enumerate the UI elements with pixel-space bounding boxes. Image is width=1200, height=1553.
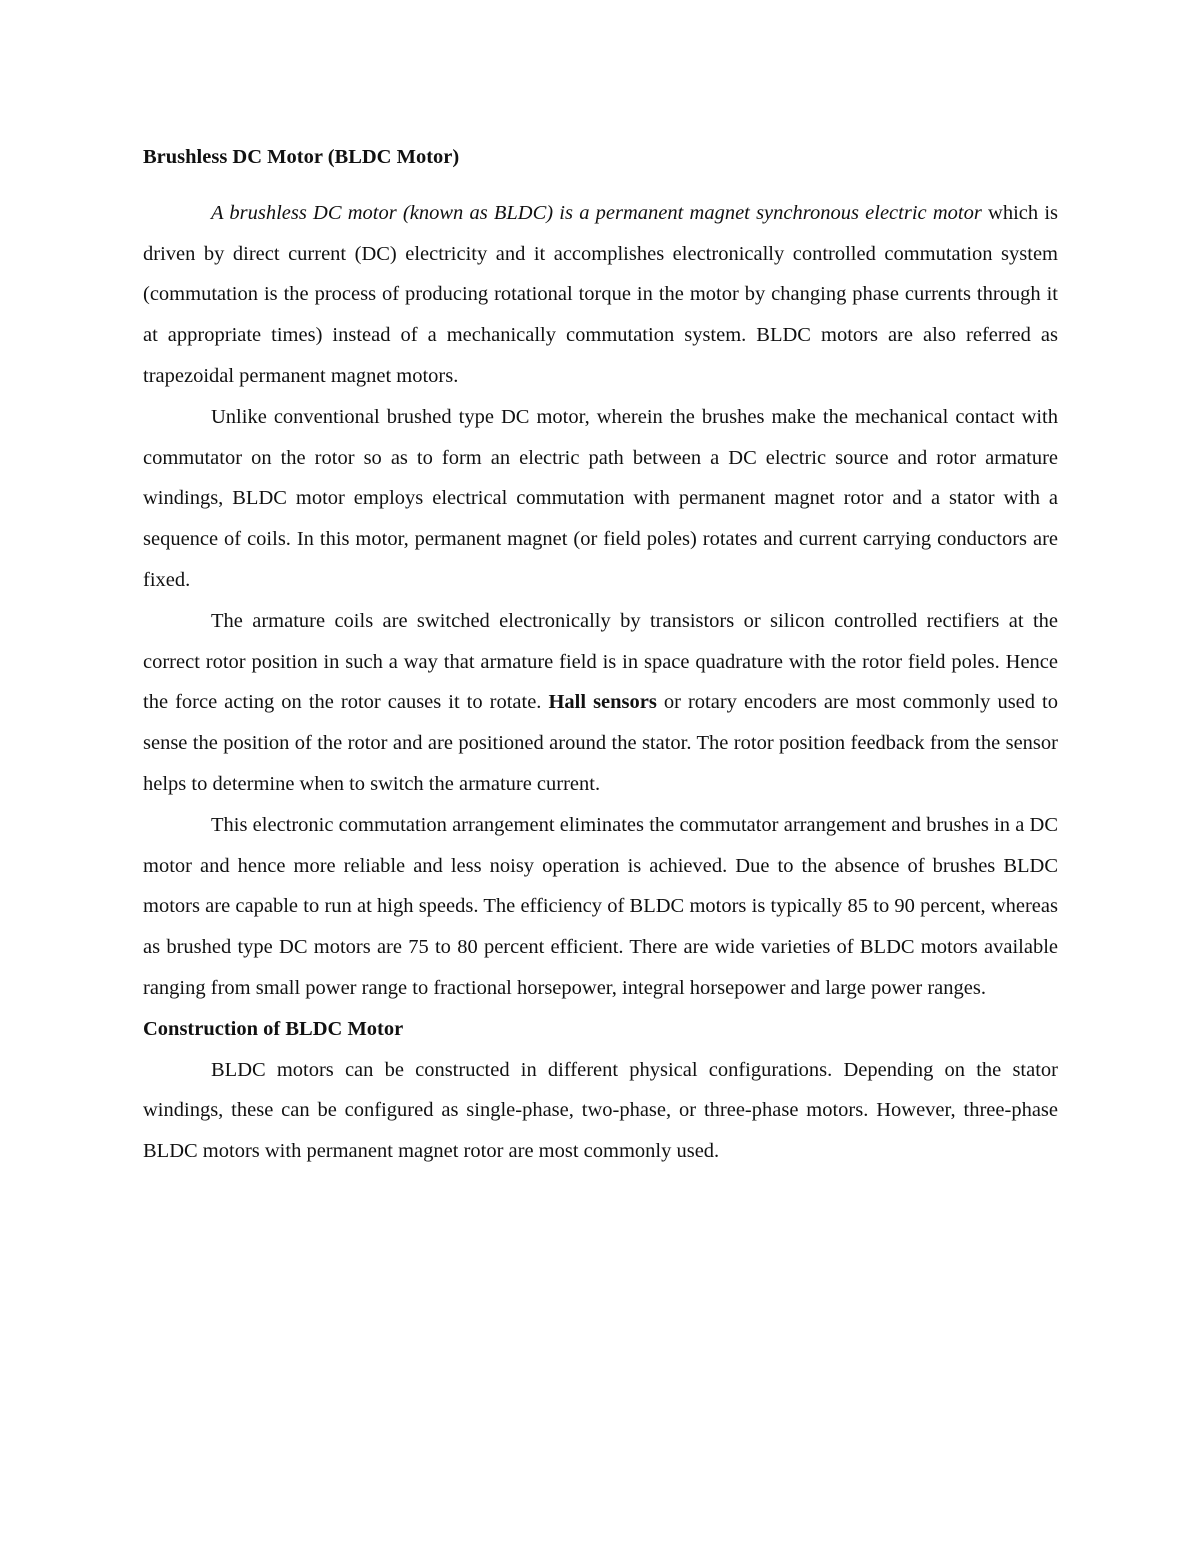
intro-italic-definition: A brushless DC motor (known as BLDC) is a permanent magnet synchronous electric motor <box>211 201 982 224</box>
intro-text: which is driven by direct current (DC) electricity and it accomplishes electronically controlled commutation system (commutation is the process of producing rotational torque in the motor by changing phase currents through it at appropriate times) instead of a mechanically commutation system. BLDC motors are also referred as trapezoidal permanent magnet motors. <box>143 201 1058 387</box>
paragraph-unlike-brushed: Unlike conventional brushed type DC motor, wherein the brushes make the mechanical contact with commutator on the rotor so as to form an electric path between a DC electric source and rotor armature windings, BLDC motor employs electrical commutation with permanent magnet rotor and a stator with a sequence of coils. In this motor, permanent magnet (or field poles) rotates and current carrying conductors are fixed. <box>143 405 1058 591</box>
document-title: Brushless DC Motor (BLDC Motor) <box>143 146 460 168</box>
paragraph-construction: BLDC motors can be constructed in different physical configurations. Depending on the stator windings, these can be configured as single-phase, two-phase, or three-phase motors. However, three-phase BLDC motors with permanent magnet rotor are most commonly used. <box>143 1058 1058 1163</box>
paragraph-intro <box>143 193 1058 397</box>
paragraph-armature-coils <box>143 601 1058 805</box>
section-title-construction: Construction of BLDC Motor <box>143 1017 404 1040</box>
armature-text-before: The armature coils are switched electronically by transistors or silicon controlled rectifiers at the correct rotor position in such a way that armature field is in space quadrature with the rotor field poles. Hence the force acting on the rotor causes it to rotate. <box>143 609 1058 714</box>
document-page <box>143 137 1058 1172</box>
armature-text-after: or rotary encoders are most commonly used to sense the position of the rotor and are positioned around the stator. The rotor position feedback from the sensor helps to determine when to switch the armature current. <box>143 691 1058 795</box>
hall-sensors-bold: Hall sensors <box>548 691 657 714</box>
paragraph-electronic-commutation: This electronic commutation arrangement eliminates the commutator arrangement and brushes in a DC motor and hence more reliable and less noisy operation is achieved. Due to the absence of brushes BLDC motors are capable to run at high speeds. The efficiency of BLDC motors is typically 85 to 90 percent, whereas as brushed type DC motors are 75 to 80 percent efficient. There are wide varieties of BLDC motors available ranging from small power range to fractional horsepower, integral horsepower and large power ranges. <box>143 813 1058 999</box>
